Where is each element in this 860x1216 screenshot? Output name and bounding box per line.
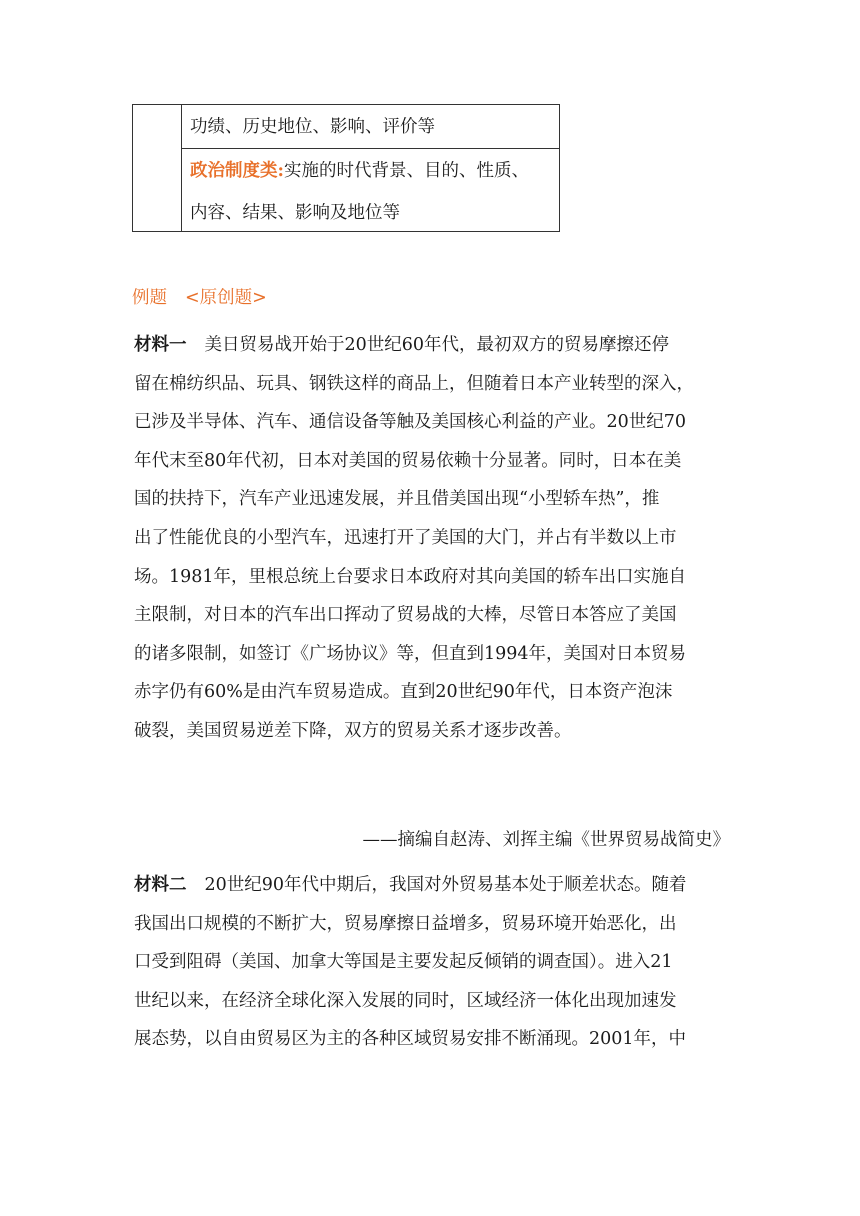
material-one-line: 的诸多限制，如签订《广场协议》等，但直到1994年，美国对日本贸易 bbox=[134, 643, 687, 664]
material-one-label: 材料一 bbox=[134, 335, 187, 355]
material-two-paragraph bbox=[134, 866, 730, 1059]
material-one-line: 出了性能优良的小型汽车，迅速打开了美国的大门，并占有半数以上市 bbox=[134, 527, 677, 548]
example-source-tag: <原创题> bbox=[185, 288, 267, 308]
material-one-line: 场。1981年，里根总统上台要求日本政府对其向美国的轿车出口实施自 bbox=[134, 566, 687, 587]
political-system-text-line1: 实施的时代背景、目的、性质、 bbox=[283, 161, 529, 181]
material-one-line: 赤字仍有60%是由汽车贸易造成。直到20世纪90年代，日本资产泡沫 bbox=[134, 682, 673, 703]
material-two-line: 我国出口规模的不断扩大，贸易摩擦日益增多，贸易环境开始恶化，出 bbox=[134, 913, 677, 934]
material-two-line: 20世纪90年代中期后，我国对外贸易基本处于顺差状态。随着 bbox=[204, 875, 687, 895]
material-two-label: 材料二 bbox=[134, 875, 187, 895]
table-row-achievements: 功绩、历史地位、影响、评价等 bbox=[182, 105, 559, 149]
material-one-line: 年代末至80年代初，日本对美国的贸易依赖十分显著。同时，日本在美 bbox=[134, 450, 682, 471]
table-left-cell bbox=[133, 105, 182, 231]
material-one-line: 留在棉纺织品、玩具、钢铁这样的商品上，但随着日本产业转型的深入， bbox=[134, 373, 694, 394]
political-system-text-line2: 内容、结果、影响及地位等 bbox=[190, 203, 400, 223]
material-two-line: 世纪以来，在经济全球化深入发展的同时，区域经济一体化出现加速发 bbox=[134, 990, 677, 1011]
material-one-line: 国的扶持下，汽车产业迅速发展，并且借美国出现“小型轿车热”，推 bbox=[134, 489, 660, 510]
classification-table bbox=[132, 104, 560, 232]
material-one-source: ——摘编自赵涛、刘挥主编《世界贸易战简史》 bbox=[362, 830, 730, 850]
table-right-cell bbox=[182, 105, 559, 231]
material-two-line: 口受到阻碍（美国、加拿大等国是主要发起反倾销的调查国）。进入21 bbox=[134, 952, 673, 973]
example-label: 例题 bbox=[132, 288, 167, 308]
material-one-paragraph bbox=[134, 326, 730, 751]
material-one-line: 破裂，美国贸易逆差下降，双方的贸易关系才逐步改善。 bbox=[134, 720, 572, 741]
example-heading bbox=[132, 284, 267, 309]
material-two-line: 展态势，以自由贸易区为主的各种区域贸易安排不断涌现。2001年，中 bbox=[134, 1029, 687, 1050]
table-row-political-system bbox=[182, 149, 559, 234]
material-one-line: 已涉及半导体、汽车、通信设备等触及美国核心利益的产业。20世纪70 bbox=[134, 412, 687, 433]
political-system-label: 政治制度类: bbox=[190, 161, 284, 181]
material-one-line: 美日贸易战开始于20世纪60年代，最初双方的贸易摩擦还停 bbox=[204, 335, 670, 355]
material-one-line: 主限制，对日本的汽车出口挥动了贸易战的大棒，尽管日本答应了美国 bbox=[134, 605, 677, 626]
